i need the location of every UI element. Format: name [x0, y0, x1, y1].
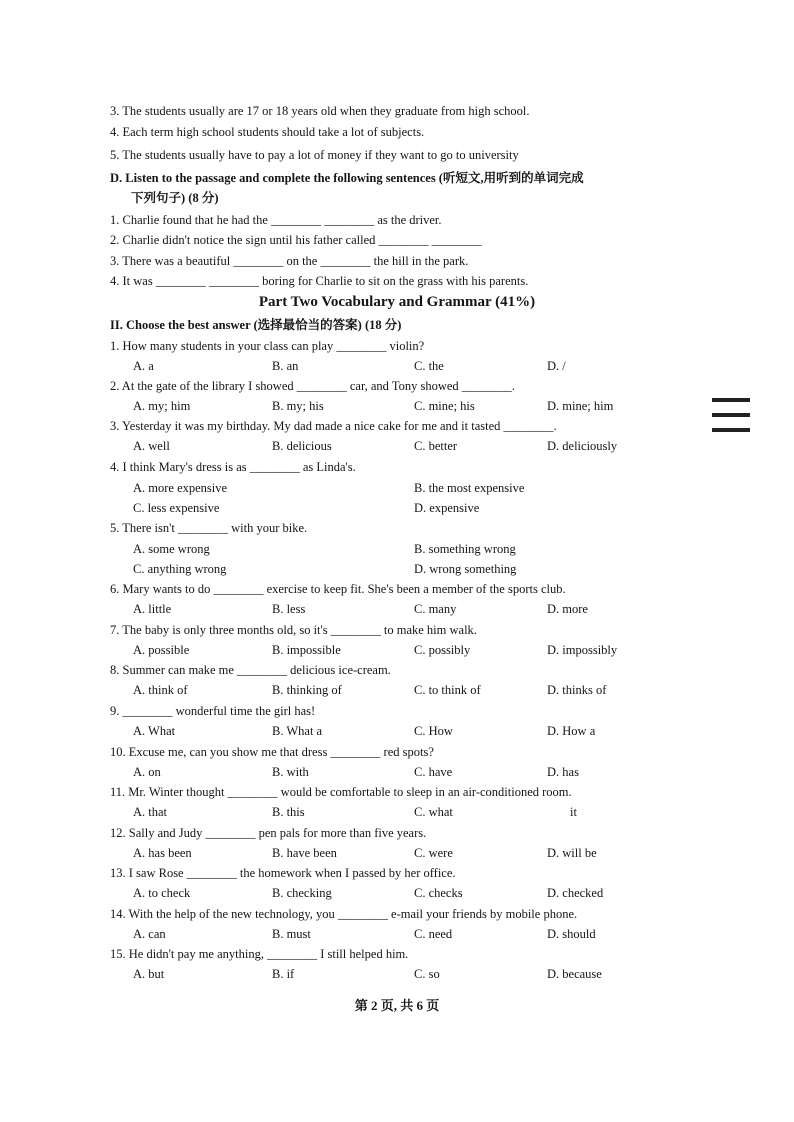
page-footer: 第 2 页, 共 6 页 [354, 998, 440, 1013]
listen-item-2: 2. Charlie didn't notice the sign until his father called ________ ________ [110, 233, 482, 247]
question-1-option[interactable]: C. the [414, 359, 444, 373]
question-12-option[interactable]: A. has been [133, 846, 192, 860]
menu-bar [712, 398, 750, 402]
question-2-option[interactable]: C. mine; his [414, 399, 475, 413]
part-two-title: Part Two Vocabulary and Grammar (41%) [258, 294, 536, 310]
listen-item-1: 1. Charlie found that he had the ________ ________ as the driver. [110, 213, 442, 227]
question-3-option[interactable]: A. well [133, 439, 170, 453]
question-13-option[interactable]: C. checks [414, 886, 463, 900]
question-8-option[interactable]: D. thinks of [547, 683, 607, 697]
question-11-option[interactable]: B. this [272, 805, 305, 819]
question-4: 4. I think Mary's dress is as ________ as Linda's. [110, 460, 356, 474]
question-3: 3. Yesterday it was my birthday. My dad made a nice cake for me and it tasted ________. [110, 419, 557, 433]
question-7-option[interactable]: D. impossibly [547, 643, 618, 657]
question-10-option[interactable]: C. have [414, 765, 453, 779]
question-3-option[interactable]: D. deliciously [547, 439, 618, 453]
question-13-option[interactable]: A. to check [133, 886, 191, 900]
question-8-option[interactable]: B. thinking of [272, 683, 342, 697]
question-13-option[interactable]: D. checked [547, 886, 604, 900]
section-d-heading-cont: 下列句子) (8 分) [131, 191, 219, 205]
question-15-option[interactable]: C. so [414, 967, 440, 981]
question-15-option[interactable]: B. if [272, 967, 295, 981]
question-12: 12. Sally and Judy ________ pen pals for more than five years. [110, 826, 427, 840]
statement-3: 3. The students usually are 17 or 18 years old when they graduate from high school. [110, 104, 530, 118]
question-3-option[interactable]: B. delicious [272, 439, 332, 453]
question-14-option[interactable]: C. need [414, 927, 453, 941]
question-3-option[interactable]: C. better [414, 439, 458, 453]
question-1-option[interactable]: D. / [547, 359, 566, 373]
question-13: 13. I saw Rose ________ the homework when I passed by her office. [110, 866, 456, 880]
question-12-option[interactable]: B. have been [272, 846, 337, 860]
question-2: 2. At the gate of the library I showed ________ car, and Tony showed ________. [110, 379, 515, 393]
question-9-option[interactable]: C. How [414, 724, 453, 738]
listen-item-3: 3. There was a beautiful ________ on the ________ the hill in the park. [110, 254, 469, 268]
question-10: 10. Excuse me, can you show me that dress ________ red spots? [110, 745, 434, 759]
section-d-heading: D. Listen to the passage and complete the following sentences (听短文,用听到的单词完成 [110, 171, 584, 185]
question-5: 5. There isn't ________ with your bike. [110, 521, 308, 535]
question-7-option[interactable]: A. possible [133, 643, 190, 657]
question-14: 14. With the help of the new technology, you ________ e-mail your friends by mobile phone. [110, 907, 578, 921]
question-5-option[interactable]: A. some wrong [133, 542, 210, 556]
question-6-option[interactable]: A. little [133, 602, 172, 616]
question-1-option[interactable]: A. a [133, 359, 154, 373]
statement-5: 5. The students usually have to pay a lot of money if they want to go to university [110, 148, 519, 162]
question-9-option[interactable]: B. What a [272, 724, 323, 738]
question-14-option[interactable]: D. should [547, 927, 596, 941]
question-8-option[interactable]: A. think of [133, 683, 188, 697]
question-15-option[interactable]: A. but [133, 967, 165, 981]
question-12-option[interactable]: C. were [414, 846, 453, 860]
question-5-option[interactable]: D. wrong something [414, 562, 517, 576]
question-9-option[interactable]: D. How a [547, 724, 596, 738]
question-13-option[interactable]: B. checking [272, 886, 332, 900]
question-4-option[interactable]: B. the most expensive [414, 481, 525, 495]
question-2-option[interactable]: A. my; him [133, 399, 191, 413]
question-1: 1. How many students in your class can play ________ violin? [110, 339, 425, 353]
question-4-option[interactable]: D. expensive [414, 501, 480, 515]
menu-bar [712, 428, 750, 432]
statement-4: 4. Each term high school students should take a lot of subjects. [110, 125, 425, 139]
question-6: 6. Mary wants to do ________ exercise to keep fit. She's been a member of the sports club. [110, 582, 566, 596]
question-10-option[interactable]: D. has [547, 765, 579, 779]
question-4-option[interactable]: A. more expensive [133, 481, 228, 495]
question-11-option[interactable]: A. that [133, 805, 168, 819]
question-2-option[interactable]: B. my; his [272, 399, 324, 413]
question-7-option[interactable]: B. impossible [272, 643, 341, 657]
question-11-option[interactable]: it [570, 805, 577, 819]
question-9-option[interactable]: A. What [133, 724, 176, 738]
question-4-option[interactable]: C. less expensive [133, 501, 220, 515]
hamburger-menu-icon[interactable] [712, 398, 750, 434]
question-11-option[interactable]: C. what [414, 805, 453, 819]
question-7: 7. The baby is only three months old, so it's ________ to make him walk. [110, 623, 477, 637]
question-12-option[interactable]: D. will be [547, 846, 597, 860]
question-11: 11. Mr. Winter thought ________ would be comfortable to sleep in an air-conditioned room. [110, 785, 572, 799]
question-6-option[interactable]: B. less [272, 602, 306, 616]
question-15: 15. He didn't pay me anything, ________ I still helped him. [110, 947, 409, 961]
question-7-option[interactable]: C. possibly [414, 643, 471, 657]
question-5-option[interactable]: C. anything wrong [133, 562, 227, 576]
question-15-option[interactable]: D. because [547, 967, 602, 981]
menu-bar [712, 413, 750, 417]
question-10-option[interactable]: A. on [133, 765, 161, 779]
question-2-option[interactable]: D. mine; him [547, 399, 614, 413]
question-14-option[interactable]: B. must [272, 927, 311, 941]
question-8-option[interactable]: C. to think of [414, 683, 481, 697]
listen-item-4: 4. It was ________ ________ boring for Charlie to sit on the grass with his parents. [110, 274, 529, 288]
question-10-option[interactable]: B. with [272, 765, 309, 779]
section-ii-heading: II. Choose the best answer (选择最恰当的答案) (18 分) [110, 318, 402, 332]
question-14-option[interactable]: A. can [133, 927, 166, 941]
question-5-option[interactable]: B. something wrong [414, 542, 516, 556]
question-1-option[interactable]: B. an [272, 359, 299, 373]
question-8: 8. Summer can make me ________ delicious ice-cream. [110, 663, 391, 677]
question-9: 9. ________ wonderful time the girl has! [110, 704, 316, 718]
question-6-option[interactable]: D. more [547, 602, 588, 616]
question-6-option[interactable]: C. many [414, 602, 457, 616]
